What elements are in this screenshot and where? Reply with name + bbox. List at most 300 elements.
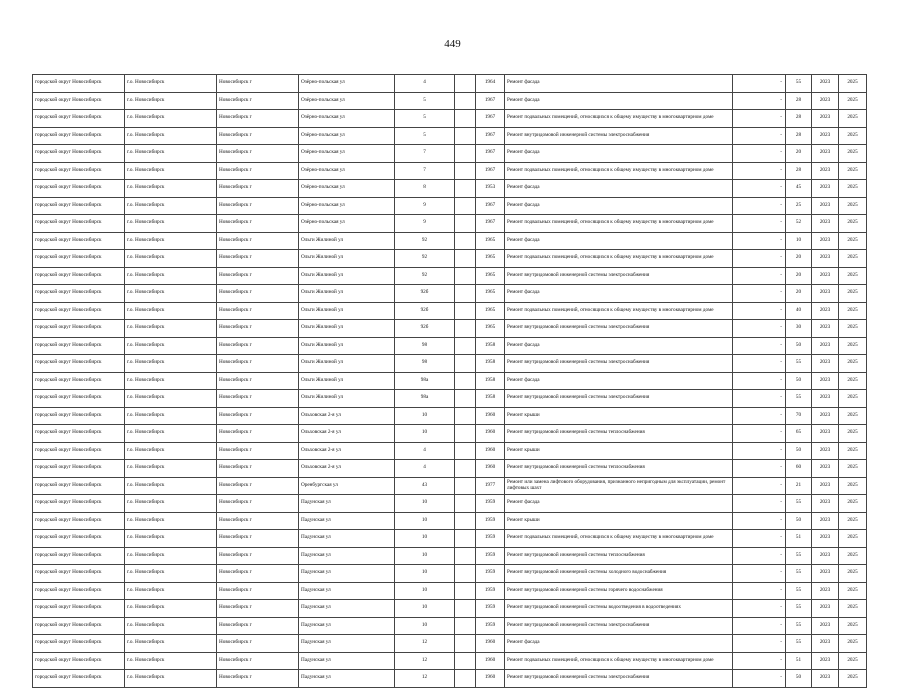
- district-cell: г.о. Новосибирск: [125, 635, 217, 653]
- year-cell: 1960: [476, 425, 505, 443]
- settlement-cell: Новосибирск г: [217, 425, 299, 443]
- building-cell: [455, 512, 476, 530]
- house-number-cell: 98: [395, 337, 455, 355]
- work-type-cell: Ремонт фасада: [505, 232, 733, 250]
- work-type-cell: Ремонт фасада: [505, 635, 733, 653]
- work-type-cell: Ремонт подвальных помещений, относящихся к общему имуществу в многоквартирном доме: [505, 302, 733, 320]
- house-number-cell: 12: [395, 670, 455, 688]
- building-cell: [455, 442, 476, 460]
- start-year-cell: 2023: [812, 460, 839, 478]
- work-type-cell: Ремонт подвальных помещений, относящихся к общему имуществу в многоквартирном доме: [505, 652, 733, 670]
- street-cell: Озёрно-польская ул: [299, 162, 395, 180]
- table-row: [33, 127, 867, 145]
- table-row: [33, 390, 867, 408]
- district-cell: г.о. Новосибирск: [125, 232, 217, 250]
- year-cell: 1965: [476, 232, 505, 250]
- value-cell: 52: [786, 215, 812, 233]
- table-row: [33, 635, 867, 653]
- settlement-cell: Новосибирск г: [217, 180, 299, 198]
- start-year-cell: 2023: [812, 582, 839, 600]
- start-year-cell: 2023: [812, 145, 839, 163]
- building-cell: [455, 337, 476, 355]
- building-cell: [455, 110, 476, 128]
- municipality-cell: городской округ Новосибирск: [33, 355, 125, 373]
- end-year-cell: 2025: [839, 75, 867, 93]
- street-cell: Падунская ул: [299, 635, 395, 653]
- end-year-cell: 2025: [839, 530, 867, 548]
- work-type-cell: Ремонт внутридомовой инженерной системы теплоснабжения: [505, 547, 733, 565]
- year-cell: 1960: [476, 442, 505, 460]
- street-cell: Озёрно-польская ул: [299, 75, 395, 93]
- start-year-cell: 2023: [812, 180, 839, 198]
- year-cell: 1959: [476, 547, 505, 565]
- table-row: [33, 250, 867, 268]
- value-cell: 21: [786, 477, 812, 495]
- work-type-cell: Ремонт фасада: [505, 495, 733, 513]
- year-cell: 1953: [476, 180, 505, 198]
- end-year-cell: 2025: [839, 477, 867, 495]
- municipality-cell: городской округ Новосибирск: [33, 512, 125, 530]
- settlement-cell: Новосибирск г: [217, 372, 299, 390]
- value-cell: 51: [786, 530, 812, 548]
- street-cell: Ольховская 2-я ул: [299, 442, 395, 460]
- house-number-cell: 92б: [395, 285, 455, 303]
- year-cell: 1958: [476, 390, 505, 408]
- value-cell: 40: [786, 302, 812, 320]
- end-year-cell: 2025: [839, 512, 867, 530]
- value-cell: 55: [786, 635, 812, 653]
- year-cell: 1959: [476, 565, 505, 583]
- work-type-cell: Ремонт подвальных помещений, относящихся к общему имуществу в многоквартирном доме: [505, 162, 733, 180]
- municipality-cell: городской округ Новосибирск: [33, 75, 125, 93]
- table-row: [33, 477, 867, 495]
- end-year-cell: 2025: [839, 127, 867, 145]
- table-row: [33, 495, 867, 513]
- district-cell: г.о. Новосибирск: [125, 477, 217, 495]
- value-cell: 28: [786, 92, 812, 110]
- end-year-cell: 2025: [839, 442, 867, 460]
- end-year-cell: 2025: [839, 232, 867, 250]
- municipality-cell: городской округ Новосибирск: [33, 635, 125, 653]
- work-type-cell: Ремонт внутридомовой инженерной системы электроснабжения: [505, 127, 733, 145]
- settlement-cell: Новосибирск г: [217, 197, 299, 215]
- house-number-cell: 7: [395, 145, 455, 163]
- building-cell: [455, 670, 476, 688]
- dash-cell: -: [733, 547, 786, 565]
- building-cell: [455, 477, 476, 495]
- building-cell: [455, 320, 476, 338]
- value-cell: 50: [786, 512, 812, 530]
- street-cell: Падунская ул: [299, 547, 395, 565]
- dash-cell: -: [733, 197, 786, 215]
- settlement-cell: Новосибирск г: [217, 320, 299, 338]
- street-cell: Падунская ул: [299, 600, 395, 618]
- municipality-cell: городской округ Новосибирск: [33, 127, 125, 145]
- year-cell: 1960: [476, 652, 505, 670]
- year-cell: 1959: [476, 512, 505, 530]
- street-cell: Падунская ул: [299, 652, 395, 670]
- house-number-cell: 10: [395, 425, 455, 443]
- end-year-cell: 2025: [839, 355, 867, 373]
- street-cell: Ольги Жилиной ул: [299, 267, 395, 285]
- work-type-cell: Ремонт фасада: [505, 145, 733, 163]
- settlement-cell: Новосибирск г: [217, 75, 299, 93]
- year-cell: 1959: [476, 600, 505, 618]
- dash-cell: -: [733, 442, 786, 460]
- value-cell: 50: [786, 442, 812, 460]
- start-year-cell: 2023: [812, 652, 839, 670]
- street-cell: Озёрно-польская ул: [299, 127, 395, 145]
- start-year-cell: 2023: [812, 565, 839, 583]
- municipality-cell: городской округ Новосибирск: [33, 372, 125, 390]
- building-cell: [455, 180, 476, 198]
- building-cell: [455, 302, 476, 320]
- street-cell: Ольги Жилиной ул: [299, 232, 395, 250]
- page-number: 449: [444, 38, 461, 50]
- dash-cell: -: [733, 215, 786, 233]
- settlement-cell: Новосибирск г: [217, 460, 299, 478]
- dash-cell: -: [733, 127, 786, 145]
- district-cell: г.о. Новосибирск: [125, 197, 217, 215]
- district-cell: г.о. Новосибирск: [125, 92, 217, 110]
- municipality-cell: городской округ Новосибирск: [33, 232, 125, 250]
- table-row: [33, 145, 867, 163]
- value-cell: 55: [786, 617, 812, 635]
- end-year-cell: 2025: [839, 92, 867, 110]
- house-number-cell: 98: [395, 355, 455, 373]
- municipality-cell: городской округ Новосибирск: [33, 302, 125, 320]
- work-type-cell: Ремонт фасада: [505, 337, 733, 355]
- settlement-cell: Новосибирск г: [217, 285, 299, 303]
- table-row: [33, 215, 867, 233]
- building-cell: [455, 617, 476, 635]
- year-cell: 1965: [476, 285, 505, 303]
- end-year-cell: 2025: [839, 145, 867, 163]
- building-cell: [455, 460, 476, 478]
- start-year-cell: 2023: [812, 127, 839, 145]
- district-cell: г.о. Новосибирск: [125, 495, 217, 513]
- street-cell: Озёрно-польская ул: [299, 92, 395, 110]
- district-cell: г.о. Новосибирск: [125, 337, 217, 355]
- district-cell: г.о. Новосибирск: [125, 565, 217, 583]
- building-cell: [455, 145, 476, 163]
- settlement-cell: Новосибирск г: [217, 512, 299, 530]
- dash-cell: -: [733, 635, 786, 653]
- year-cell: 1959: [476, 495, 505, 513]
- table-row: [33, 600, 867, 618]
- work-type-cell: Ремонт внутридомовой инженерной системы горячего водоснабжения: [505, 582, 733, 600]
- house-number-cell: 10: [395, 512, 455, 530]
- work-type-cell: Ремонт внутридомовой инженерной системы теплоснабжения: [505, 460, 733, 478]
- street-cell: Ольги Жилиной ул: [299, 302, 395, 320]
- start-year-cell: 2023: [812, 442, 839, 460]
- building-cell: [455, 215, 476, 233]
- dash-cell: -: [733, 390, 786, 408]
- end-year-cell: 2025: [839, 180, 867, 198]
- dash-cell: -: [733, 582, 786, 600]
- start-year-cell: 2023: [812, 547, 839, 565]
- settlement-cell: Новосибирск г: [217, 232, 299, 250]
- year-cell: 1960: [476, 635, 505, 653]
- table-row: [33, 337, 867, 355]
- street-cell: Падунская ул: [299, 565, 395, 583]
- end-year-cell: 2025: [839, 495, 867, 513]
- value-cell: 50: [786, 337, 812, 355]
- settlement-cell: Новосибирск г: [217, 547, 299, 565]
- work-type-cell: Ремонт подвальных помещений, относящихся к общему имуществу в многоквартирном доме: [505, 110, 733, 128]
- work-type-cell: Ремонт подвальных помещений, относящихся к общему имуществу в многоквартирном доме: [505, 250, 733, 268]
- settlement-cell: Новосибирск г: [217, 162, 299, 180]
- value-cell: 55: [786, 75, 812, 93]
- start-year-cell: 2023: [812, 425, 839, 443]
- district-cell: г.о. Новосибирск: [125, 145, 217, 163]
- building-cell: [455, 372, 476, 390]
- start-year-cell: 2023: [812, 320, 839, 338]
- settlement-cell: Новосибирск г: [217, 617, 299, 635]
- building-cell: [455, 197, 476, 215]
- district-cell: г.о. Новосибирск: [125, 670, 217, 688]
- district-cell: г.о. Новосибирск: [125, 127, 217, 145]
- table-row: [33, 512, 867, 530]
- street-cell: Ольги Жилиной ул: [299, 320, 395, 338]
- start-year-cell: 2023: [812, 635, 839, 653]
- house-number-cell: 4: [395, 460, 455, 478]
- house-number-cell: 10: [395, 530, 455, 548]
- year-cell: 1960: [476, 670, 505, 688]
- work-type-cell: Ремонт фасада: [505, 75, 733, 93]
- street-cell: Озёрно-польская ул: [299, 215, 395, 233]
- district-cell: г.о. Новосибирск: [125, 355, 217, 373]
- street-cell: Ольховская 2-я ул: [299, 460, 395, 478]
- dash-cell: -: [733, 320, 786, 338]
- municipality-cell: городской округ Новосибирск: [33, 477, 125, 495]
- year-cell: 1965: [476, 302, 505, 320]
- table-body: [33, 75, 867, 688]
- building-cell: [455, 250, 476, 268]
- street-cell: Ольги Жилиной ул: [299, 337, 395, 355]
- end-year-cell: 2025: [839, 617, 867, 635]
- table-row: [33, 425, 867, 443]
- start-year-cell: 2023: [812, 302, 839, 320]
- year-cell: 1967: [476, 92, 505, 110]
- settlement-cell: Новосибирск г: [217, 390, 299, 408]
- municipality-cell: городской округ Новосибирск: [33, 180, 125, 198]
- dash-cell: -: [733, 232, 786, 250]
- house-number-cell: 98а: [395, 390, 455, 408]
- district-cell: г.о. Новосибирск: [125, 512, 217, 530]
- work-type-cell: Ремонт фасада: [505, 372, 733, 390]
- municipality-cell: городской округ Новосибирск: [33, 547, 125, 565]
- dash-cell: -: [733, 302, 786, 320]
- municipality-cell: городской округ Новосибирск: [33, 250, 125, 268]
- house-number-cell: 92: [395, 232, 455, 250]
- year-cell: 1967: [476, 110, 505, 128]
- start-year-cell: 2023: [812, 477, 839, 495]
- district-cell: г.о. Новосибирск: [125, 372, 217, 390]
- street-cell: Ольги Жилиной ул: [299, 250, 395, 268]
- dash-cell: -: [733, 337, 786, 355]
- dash-cell: -: [733, 355, 786, 373]
- dash-cell: -: [733, 180, 786, 198]
- building-cell: [455, 495, 476, 513]
- district-cell: г.о. Новосибирск: [125, 425, 217, 443]
- table-row: [33, 355, 867, 373]
- table-row: [33, 180, 867, 198]
- start-year-cell: 2023: [812, 337, 839, 355]
- building-cell: [455, 162, 476, 180]
- dash-cell: -: [733, 250, 786, 268]
- dash-cell: -: [733, 530, 786, 548]
- settlement-cell: Новосибирск г: [217, 670, 299, 688]
- value-cell: 50: [786, 372, 812, 390]
- settlement-cell: Новосибирск г: [217, 407, 299, 425]
- building-cell: [455, 75, 476, 93]
- table-row: [33, 442, 867, 460]
- district-cell: г.о. Новосибирск: [125, 547, 217, 565]
- table-row: [33, 582, 867, 600]
- work-type-cell: Ремонт внутридомовой инженерной системы электроснабжения: [505, 355, 733, 373]
- end-year-cell: 2025: [839, 460, 867, 478]
- district-cell: г.о. Новосибирск: [125, 442, 217, 460]
- municipality-cell: городской округ Новосибирск: [33, 530, 125, 548]
- table-row: [33, 232, 867, 250]
- municipality-cell: городской округ Новосибирск: [33, 617, 125, 635]
- municipality-cell: городской округ Новосибирск: [33, 582, 125, 600]
- dash-cell: -: [733, 92, 786, 110]
- dash-cell: -: [733, 652, 786, 670]
- building-cell: [455, 92, 476, 110]
- dash-cell: -: [733, 495, 786, 513]
- year-cell: 1967: [476, 197, 505, 215]
- start-year-cell: 2023: [812, 215, 839, 233]
- year-cell: 1965: [476, 320, 505, 338]
- municipality-cell: городской округ Новосибирск: [33, 442, 125, 460]
- end-year-cell: 2025: [839, 197, 867, 215]
- year-cell: 1958: [476, 372, 505, 390]
- district-cell: г.о. Новосибирск: [125, 407, 217, 425]
- district-cell: г.о. Новосибирск: [125, 320, 217, 338]
- building-cell: [455, 232, 476, 250]
- settlement-cell: Новосибирск г: [217, 442, 299, 460]
- municipality-cell: городской округ Новосибирск: [33, 285, 125, 303]
- house-number-cell: 10: [395, 617, 455, 635]
- street-cell: Падунская ул: [299, 617, 395, 635]
- year-cell: 1967: [476, 162, 505, 180]
- work-type-cell: Ремонт подвальных помещений, относящихся к общему имуществу в многоквартирном доме: [505, 530, 733, 548]
- district-cell: г.о. Новосибирск: [125, 267, 217, 285]
- table-row: [33, 110, 867, 128]
- work-type-cell: Ремонт внутридомовой инженерной системы электроснабжения: [505, 670, 733, 688]
- municipality-cell: городской округ Новосибирск: [33, 162, 125, 180]
- house-number-cell: 98а: [395, 372, 455, 390]
- house-number-cell: 10: [395, 407, 455, 425]
- building-cell: [455, 652, 476, 670]
- municipality-cell: городской округ Новосибирск: [33, 197, 125, 215]
- start-year-cell: 2023: [812, 530, 839, 548]
- start-year-cell: 2023: [812, 372, 839, 390]
- start-year-cell: 2023: [812, 670, 839, 688]
- start-year-cell: 2023: [812, 92, 839, 110]
- year-cell: 1965: [476, 250, 505, 268]
- end-year-cell: 2025: [839, 670, 867, 688]
- street-cell: Озёрно-польская ул: [299, 180, 395, 198]
- start-year-cell: 2023: [812, 110, 839, 128]
- value-cell: 55: [786, 355, 812, 373]
- table-row: [33, 617, 867, 635]
- settlement-cell: Новосибирск г: [217, 337, 299, 355]
- dash-cell: -: [733, 267, 786, 285]
- start-year-cell: 2023: [812, 162, 839, 180]
- year-cell: 1967: [476, 145, 505, 163]
- street-cell: Ольги Жилиной ул: [299, 285, 395, 303]
- municipality-cell: городской округ Новосибирск: [33, 267, 125, 285]
- building-cell: [455, 582, 476, 600]
- house-number-cell: 9: [395, 215, 455, 233]
- end-year-cell: 2025: [839, 425, 867, 443]
- value-cell: 20: [786, 285, 812, 303]
- table-row: [33, 267, 867, 285]
- value-cell: 10: [786, 232, 812, 250]
- work-type-cell: Ремонт крыши: [505, 442, 733, 460]
- municipality-cell: городской округ Новосибирск: [33, 215, 125, 233]
- municipality-cell: городской округ Новосибирск: [33, 565, 125, 583]
- end-year-cell: 2025: [839, 565, 867, 583]
- value-cell: 55: [786, 390, 812, 408]
- street-cell: Озёрно-польская ул: [299, 110, 395, 128]
- house-number-cell: 12: [395, 635, 455, 653]
- dash-cell: -: [733, 460, 786, 478]
- year-cell: 1965: [476, 267, 505, 285]
- street-cell: Ольховская 2-я ул: [299, 407, 395, 425]
- settlement-cell: Новосибирск г: [217, 110, 299, 128]
- work-type-cell: Ремонт внутридомовой инженерной системы электроснабжения: [505, 320, 733, 338]
- settlement-cell: Новосибирск г: [217, 215, 299, 233]
- year-cell: 1959: [476, 530, 505, 548]
- street-cell: Ольги Жилиной ул: [299, 372, 395, 390]
- dash-cell: -: [733, 565, 786, 583]
- dash-cell: -: [733, 617, 786, 635]
- dash-cell: -: [733, 477, 786, 495]
- building-cell: [455, 547, 476, 565]
- municipality-cell: городской округ Новосибирск: [33, 92, 125, 110]
- settlement-cell: Новосибирск г: [217, 302, 299, 320]
- municipality-cell: городской округ Новосибирск: [33, 670, 125, 688]
- work-type-cell: Ремонт крыши: [505, 512, 733, 530]
- table-row: [33, 372, 867, 390]
- value-cell: 25: [786, 197, 812, 215]
- district-cell: г.о. Новосибирск: [125, 215, 217, 233]
- table-row: [33, 530, 867, 548]
- house-number-cell: 9: [395, 197, 455, 215]
- district-cell: г.о. Новосибирск: [125, 285, 217, 303]
- street-cell: Падунская ул: [299, 670, 395, 688]
- street-cell: Озёрно-польская ул: [299, 145, 395, 163]
- house-number-cell: 92: [395, 267, 455, 285]
- start-year-cell: 2023: [812, 232, 839, 250]
- settlement-cell: Новосибирск г: [217, 250, 299, 268]
- house-number-cell: 5: [395, 92, 455, 110]
- start-year-cell: 2023: [812, 390, 839, 408]
- street-cell: Падунская ул: [299, 530, 395, 548]
- dash-cell: -: [733, 372, 786, 390]
- end-year-cell: 2025: [839, 390, 867, 408]
- value-cell: 45: [786, 180, 812, 198]
- dash-cell: -: [733, 162, 786, 180]
- street-cell: Ольховская 2-я ул: [299, 425, 395, 443]
- table-row: [33, 162, 867, 180]
- start-year-cell: 2023: [812, 285, 839, 303]
- district-cell: г.о. Новосибирск: [125, 180, 217, 198]
